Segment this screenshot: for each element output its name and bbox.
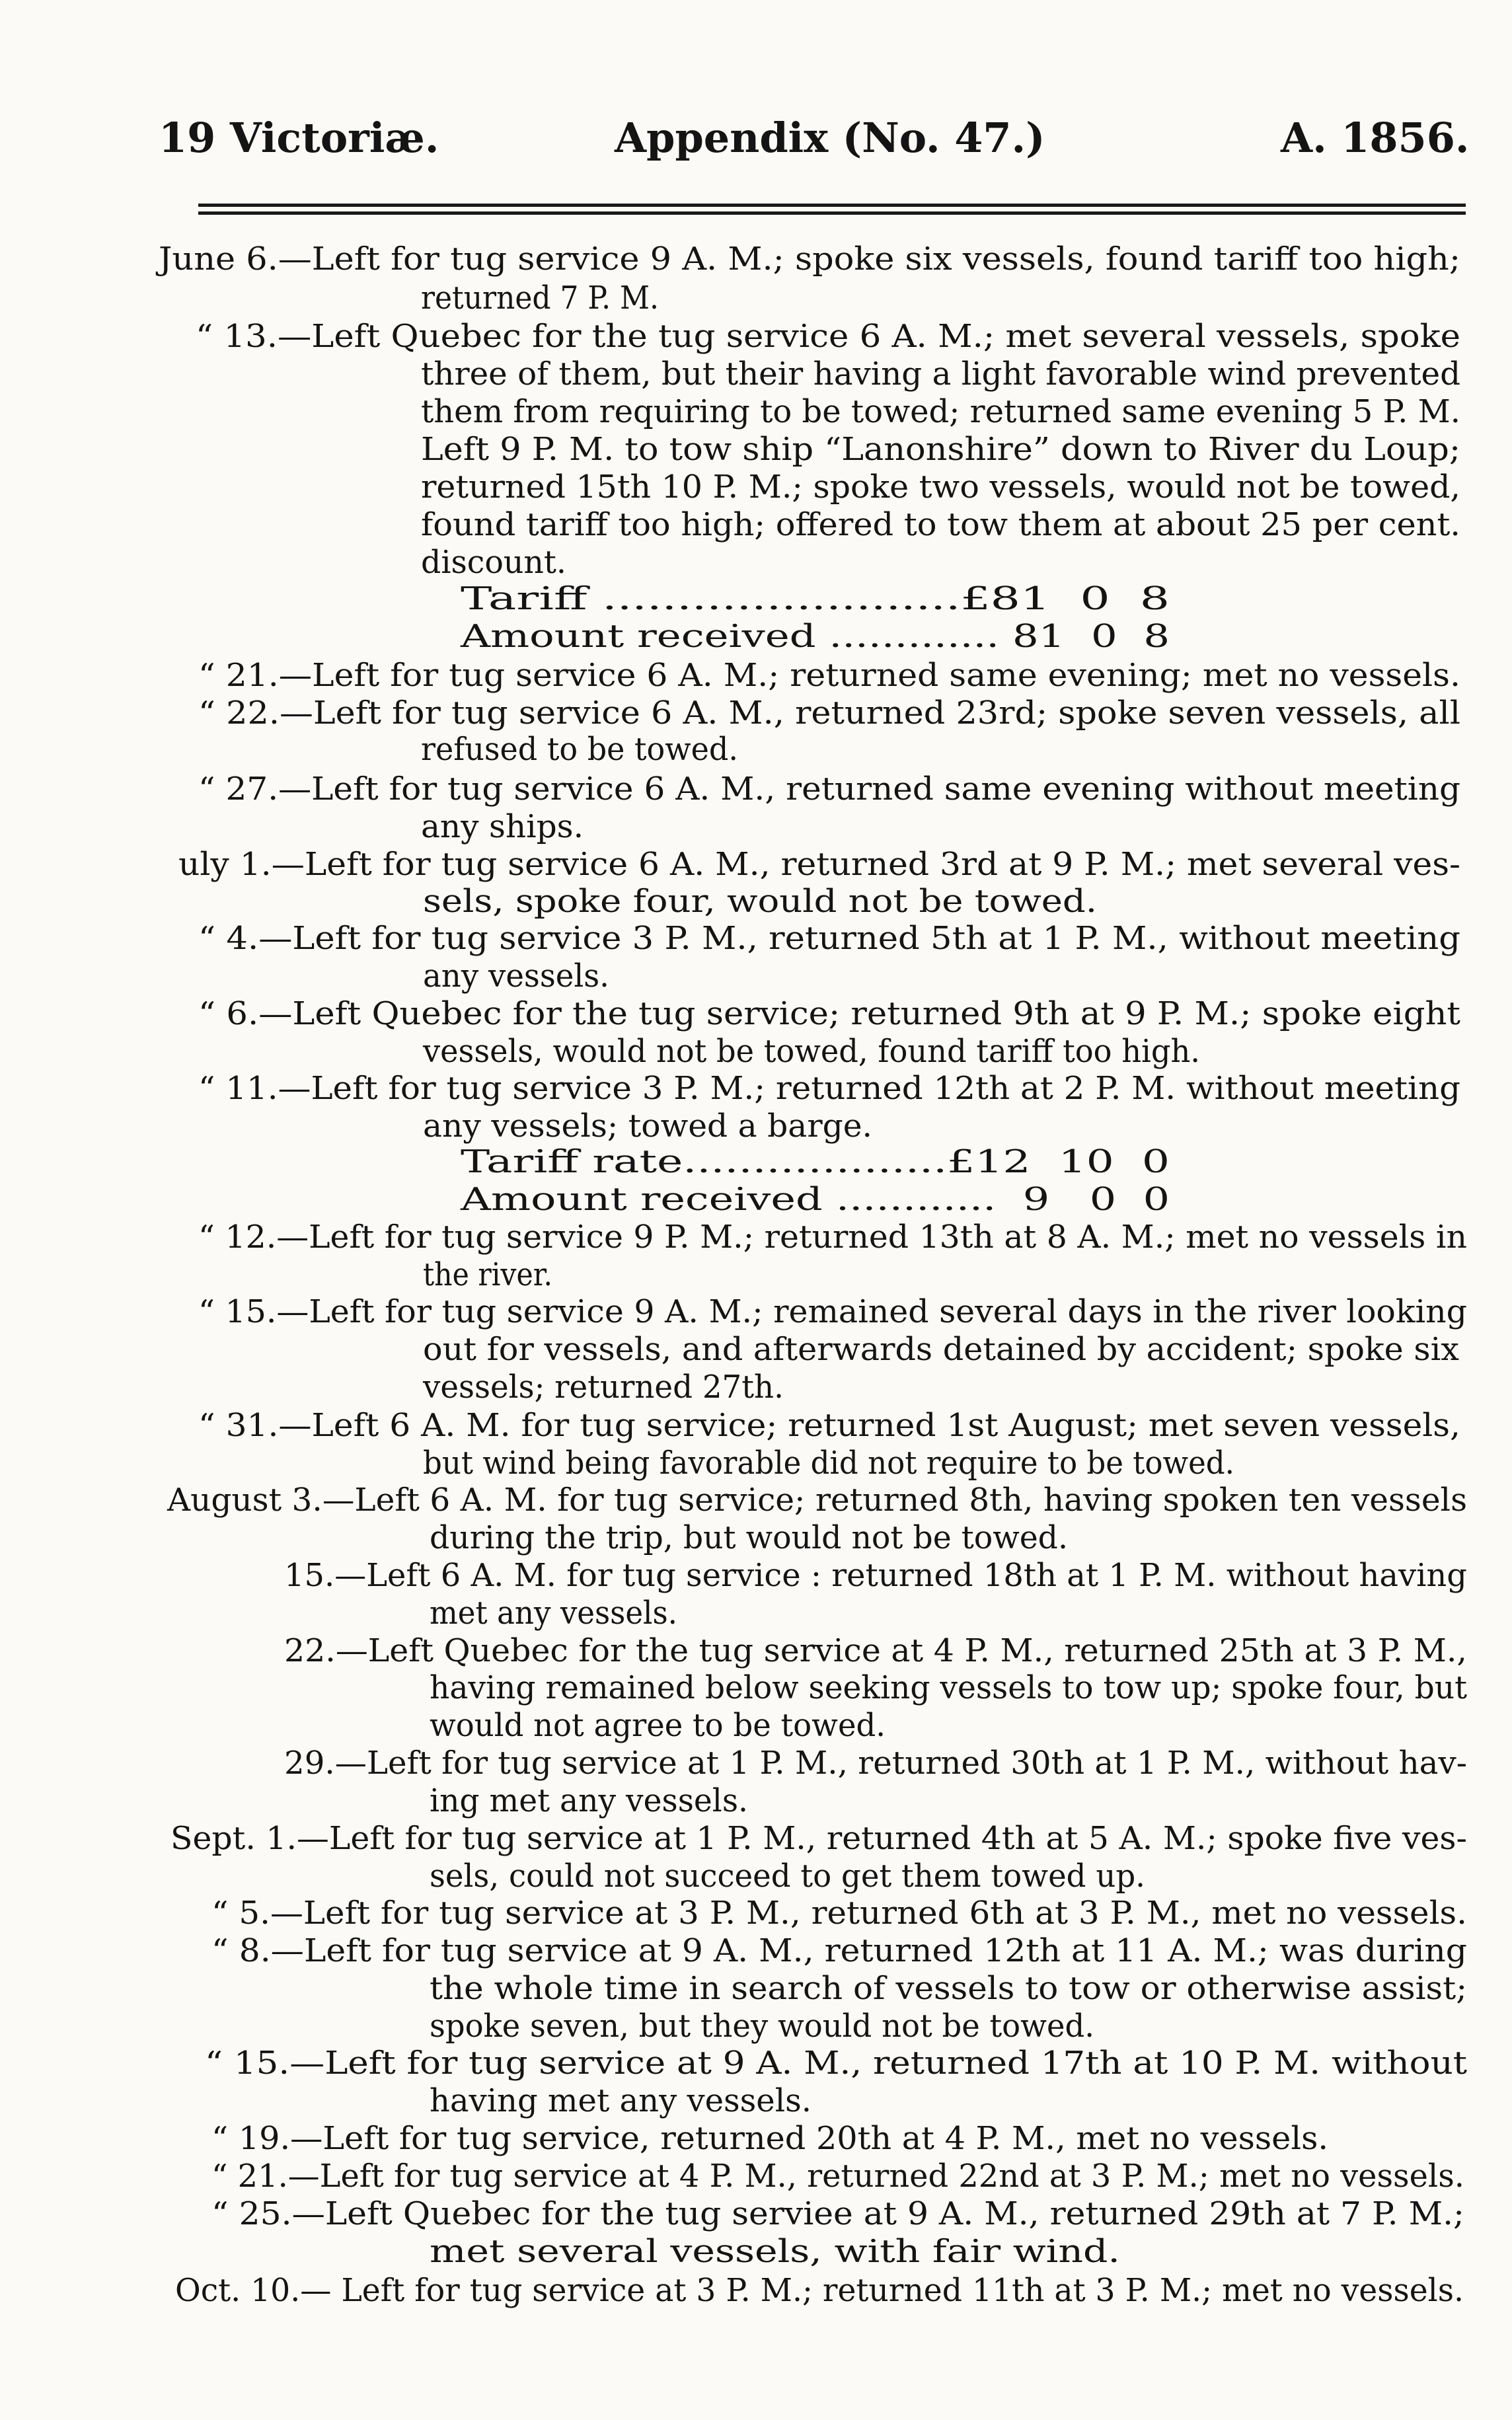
text-line: the whole time in search of vessels to tow or otherwise assist;: [430, 1970, 1467, 2007]
text-line: “ 31.—Left 6 A. M. for tug service; returned 1st August; met seven vessels,: [198, 1407, 1460, 1444]
text-line: Tariff ........................£81 0 8: [461, 580, 1170, 617]
text-line: “ 13.—Left Quebec for the tug service 6 A. M.; met several vessels, spoke: [196, 318, 1460, 355]
text-line: “ 15.—Left for tug service 9 A. M.; remained several days in the river looking: [198, 1293, 1467, 1330]
text-line: met several vessels, with fair wind.: [430, 2233, 1120, 2270]
text-line: Oct. 10.— Left for tug service at 3 P. M.; returned 11th at 3 P. M.; met no vessels.: [175, 2272, 1464, 2309]
text-line: sels, spoke four, would not be towed.: [423, 883, 1097, 920]
text-line: sels, could not succeed to get them towed up.: [430, 1858, 1145, 1895]
running-head-title: Appendix (No. 47.): [615, 114, 1045, 162]
text-line: Tariff rate...................£12 10 0: [461, 1143, 1170, 1180]
text-line: Left 9 P. M. to tow ship “Lanonshire” down to River du Loup;: [421, 431, 1460, 468]
text-line: vessels, would not be towed, found tariff too high.: [423, 1033, 1200, 1070]
text-line: Sept. 1.—Left for tug service at 1 P. M., returned 4th at 5 A. M.; spoke five ves-: [170, 1820, 1467, 1857]
text-line: 22.—Left Quebec for the tug service at 4 P. M., returned 25th at 3 P. M.,: [284, 1632, 1467, 1669]
text-line: “ 25.—Left Quebec for the tug serviee at 9 A. M., returned 29th at 7 P. M.;: [211, 2195, 1464, 2232]
text-line: Amount received ............ 9 0 0: [461, 1181, 1170, 1218]
text-line: discount.: [421, 544, 566, 581]
text-line: “ 12.—Left for tug service 9 P. M.; returned 13th at 8 A. M.; met no vessels in: [198, 1219, 1467, 1256]
text-line: met any vessels.: [430, 1595, 677, 1632]
text-line: “ 5.—Left for tug service at 3 P. M., returned 6th at 3 P. M., met no vessels.: [211, 1895, 1467, 1932]
text-line: June 6.—Left for tug service 9 A. M.; spoke six vessels, found tariff too high;: [159, 241, 1460, 278]
text-line: any ships.: [421, 808, 584, 845]
text-line: refused to be towed.: [421, 731, 738, 768]
text-line: Amount received ............. 81 0 8: [461, 618, 1170, 655]
text-line: but wind being favorable did not require to be towed.: [423, 1445, 1234, 1482]
text-line: 29.—Left for tug service at 1 P. M., returned 30th at 1 P. M., without hav-: [284, 1745, 1467, 1782]
text-line: out for vessels, and afterwards detained by accident; spoke six: [423, 1331, 1459, 1368]
header-rule-top: [198, 204, 1466, 207]
running-head-left: 19 Victoriæ.: [159, 114, 439, 162]
text-line: the river.: [423, 1256, 552, 1293]
text-line: “ 27.—Left for tug service 6 A. M., returned same evening without meeting: [198, 771, 1460, 808]
text-line: “ 22.—Left for tug service 6 A. M., returned 23rd; spoke seven vessels, all: [198, 695, 1460, 732]
text-line: “ 6.—Left Quebec for the tug service; returned 9th at 9 P. M.; spoke eight: [198, 995, 1460, 1032]
text-line: 15.—Left 6 A. M. for tug service : returned 18th at 1 P. M. without having: [284, 1557, 1467, 1594]
text-line: “ 21.—Left for tug service 6 A. M.; returned same evening; met no vessels.: [198, 657, 1460, 694]
text-line: any vessels.: [423, 958, 609, 995]
text-line: having met any vessels.: [430, 2082, 812, 2119]
text-line: uly 1.—Left for tug service 6 A. M., returned 3rd at 9 P. M.; met several ves-: [178, 846, 1460, 883]
text-line: found tariff too high; offered to tow them at about 25 per cent.: [421, 506, 1460, 543]
text-line: “ 11.—Left for tug service 3 P. M.; returned 12th at 2 P. M. without meeting: [198, 1070, 1460, 1107]
text-line: having remained below seeking vessels to tow up; spoke four, but: [430, 1669, 1467, 1706]
text-line: “ 8.—Left for tug service at 9 A. M., returned 12th at 11 A. M.; was during: [211, 1932, 1467, 1969]
text-line: “ 19.—Left for tug service, returned 20th at 4 P. M., met no vessels.: [211, 2120, 1328, 2157]
text-line: vessels; returned 27th.: [423, 1369, 784, 1406]
running-head-year: A. 1856.: [1281, 114, 1470, 162]
text-line: three of them, but their having a light favorable wind prevented: [421, 356, 1460, 393]
text-line: would not agree to be towed.: [430, 1707, 886, 1744]
text-line: “ 15.—Left for tug service at 9 A. M., returned 17th at 10 P. M. without: [205, 2045, 1467, 2082]
text-line: August 3.—Left 6 A. M. for tug service; returned 8th, having spoken ten vessels: [167, 1482, 1467, 1519]
text-line: “ 21.—Left for tug service at 4 P. M., returned 22nd at 3 P. M.; met no vessels.: [211, 2158, 1464, 2195]
text-line: returned 7 P. M.: [421, 280, 659, 317]
text-line: during the trip, but would not be towed.: [430, 1519, 1068, 1556]
text-line: spoke seven, but they would not be towed.: [430, 2008, 1094, 2045]
text-line: returned 15th 10 P. M.; spoke two vessels, would not be towed,: [421, 469, 1460, 506]
text-line: “ 4.—Left for tug service 3 P. M., returned 5th at 1 P. M., without meeting: [198, 920, 1460, 957]
text-line: any vessels; towed a barge.: [423, 1108, 872, 1145]
header-rule-bottom: [198, 211, 1466, 215]
text-line: them from requiring to be towed; returned same evening 5 P. M.: [421, 393, 1460, 430]
text-line: ing met any vessels.: [430, 1782, 748, 1819]
